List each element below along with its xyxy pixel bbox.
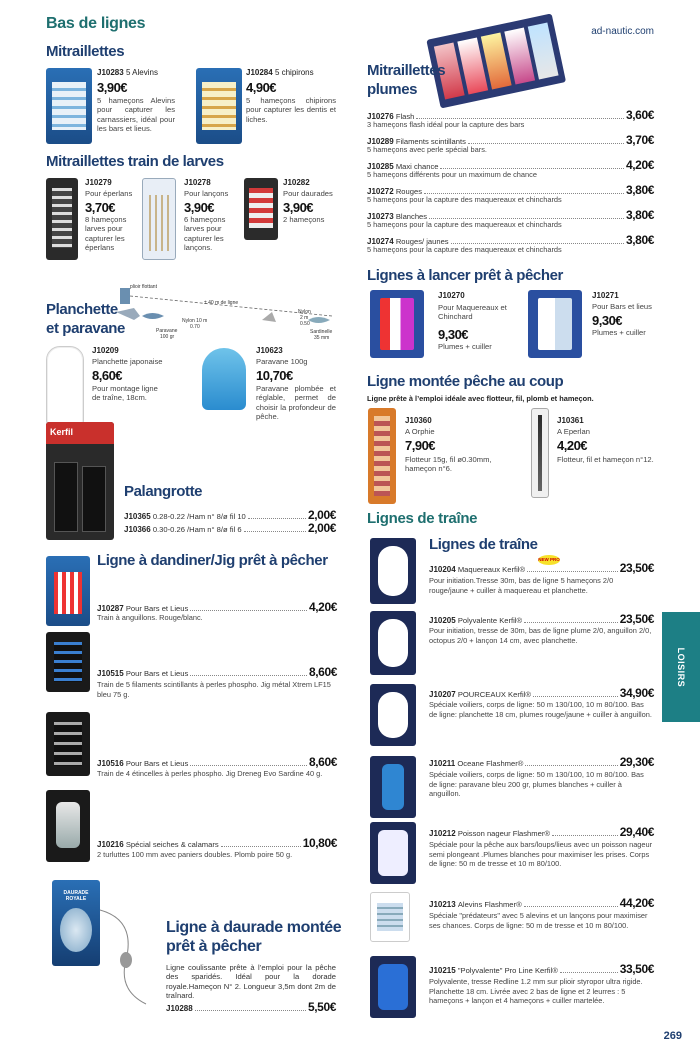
price: 44,20€ [619, 896, 654, 910]
name: "Polyvalente" Pro Line Kerfil® [457, 966, 558, 975]
name: Pour Bars et Lieus [125, 669, 189, 678]
name: Paravane 100g [256, 357, 308, 366]
section-title-train-larves: Mitraillettes train de larves [46, 153, 224, 170]
description: 5 hameçons pour la capture des maquereaux et chinchards [367, 195, 562, 204]
description: 6 hameçons larves pour capturer les lançons. [184, 215, 226, 253]
section-title-planchette-2: et paravane [46, 320, 125, 337]
description: 5 hameçons pour la capture des maquereaux et chinchards [367, 245, 562, 254]
lure-icon [262, 312, 276, 322]
name: A Eperlan [557, 427, 590, 436]
palangrotte-row [124, 521, 336, 535]
montee-eperlan-image [531, 408, 549, 498]
name: Flash [395, 112, 415, 121]
description: Train de 4 étincelles à perles phospho. Jig Dreneg Evo Sardine 40 g. [97, 769, 323, 778]
description: Pour initiation.Tresse 30m, bas de ligne 5 hameçons 2/0 rouge/jaune + cuiller à maquereau et planchette. [429, 576, 614, 595]
name: Oceane Flashmer® [457, 759, 524, 768]
side-tab[interactable] [662, 612, 700, 722]
code: J10215 [429, 966, 456, 975]
code: J10276 [367, 112, 394, 121]
name: 5 Alevins [125, 68, 158, 77]
description: Train à anguillons. Rouge/blanc. [97, 613, 203, 622]
section-title-plumes-2: plumes [367, 81, 418, 98]
montee-intro: Ligne prête à l’emploi idéale avec flotteur, fil, plomb et hameçon. [367, 394, 594, 403]
description: Spéciale "prédateurs" avec 5 alevins et un lançons pour maximiser ses chances. Corps de ligne: 50 m de tresse et 10 m 80/100. [429, 911, 648, 930]
mitraillette-alevins-image [46, 68, 92, 144]
name: Alevins Flashmer® [457, 900, 522, 909]
daurade-pack-image [52, 880, 100, 966]
dandiner-etincelles-image [46, 712, 90, 776]
code: J10207 [429, 690, 456, 699]
category-title: Bas de lignes [46, 15, 146, 32]
code: J10271 [592, 291, 619, 300]
code: J10366 [124, 525, 151, 534]
code: J10270 [438, 291, 465, 300]
description: Spéciale voiliers, corps de ligne: 50 m 130/100, 10 m 80/100. Bas de ligne: planchette 18 cm, plumes rouge/jaune + cuiller à anguillon. [429, 700, 652, 719]
larves-eperlans-image [46, 178, 78, 260]
daurade-row [166, 1000, 336, 1014]
paravane-image [202, 348, 246, 410]
description: Polyvalente, tresse Redline 1.2 mm sur plioir styropor ultra rigide. Planchette 18 cm. Livrée avec 2 bas de ligne et 2 leurres : 5 hameçons + lançon et 4 hameçons + cuiller martelée. [429, 977, 643, 1006]
price: 3,60€ [625, 108, 654, 122]
name: Rouges [395, 187, 423, 196]
name: 5 chipirons [274, 68, 314, 77]
price: 4,20€ [308, 600, 337, 614]
dandiner-seiches-image [46, 790, 90, 862]
montee-orphie-image [368, 408, 396, 504]
code: J10365 [124, 512, 151, 521]
website-url[interactable]: ad-nautic.com [591, 26, 654, 37]
name: Polyvalente Kerfil® [457, 616, 523, 625]
price: 3,70€ [625, 133, 654, 147]
name: Spécial seiches & calamars [125, 840, 219, 849]
diagram-paravane: Paravane [156, 328, 178, 334]
description: Pour initiation, tresse de 30m, bas de ligne plume 2/0, anguillon 2/0, octopus 2/0 + lançon 14 cm, avec planchette. [429, 626, 652, 645]
code: J10213 [429, 900, 456, 909]
price: 4,90€ [246, 80, 277, 95]
description: 5 hameçons avec perle spécial bars. [367, 145, 487, 154]
section-title-palangrotte: Palangrotte [124, 483, 203, 500]
section-title-daurade-1: Ligne à daurade montée [166, 919, 342, 936]
traine-proline-image [370, 956, 416, 1018]
description: Spéciale pour la pêche aux bars/loups/lieus avec un poisson nageur semi plongeant .Plumes blanches pour maximiser les prises. Corps de ligne: 50 m de tresse et 10 m 80/100. [429, 840, 653, 869]
price: 3,90€ [283, 200, 314, 215]
traine-row [429, 612, 654, 626]
name: Pour éperlans [85, 189, 133, 198]
code: J10283 [97, 68, 124, 77]
section-title-planchette-1: Planchette [46, 301, 118, 318]
name: A Orphie [405, 427, 435, 436]
description: 5 hameçons différents pour un maximum de chance [367, 170, 537, 179]
name: Pour Bars et Lieus [125, 759, 189, 768]
plioir-icon [120, 288, 130, 304]
price: 23,50€ [619, 612, 654, 626]
description: Plumes + cuiller [438, 342, 492, 351]
code: J10211 [429, 759, 456, 768]
desc: 0.28-0.22 /Ham n° 8/ø fil 10 [152, 512, 246, 521]
price: 3,70€ [85, 200, 116, 215]
section-title-plumes-1: Mitraillettes [367, 62, 446, 79]
name: Maxi chance [395, 162, 439, 171]
name: Pour lançons [184, 189, 229, 198]
category-traine: Lignes de traîne [367, 510, 478, 527]
traine-row [429, 686, 654, 700]
code: J10278 [184, 178, 211, 187]
description: 2 hameçons [283, 215, 325, 224]
price: 2,00€ [307, 521, 336, 535]
code: J10284 [246, 68, 273, 77]
section-title-dandiner: Ligne à dandiner/Jig prêt à pêcher [97, 552, 328, 569]
name: Pour Bars et lieus [592, 302, 652, 311]
code: J10515 [97, 669, 124, 678]
section-title-lancer: Lignes à lancer prêt à pêcher [367, 267, 563, 284]
name: Blanches [395, 212, 428, 221]
name: POURCEAUX Kerfil® [457, 690, 531, 699]
section-title-montee: Ligne montée pêche au coup [367, 373, 564, 390]
description: 5 hameçons chipirons pour capturer les dentis et liches. [246, 96, 336, 124]
palangrotte-brand: Kerfil [46, 422, 114, 444]
traine-row [429, 825, 654, 839]
traine-maquereaux-image [370, 538, 416, 604]
code: J10205 [429, 616, 456, 625]
section-title-daurade-2: prêt à pêcher [166, 938, 262, 955]
diagram-nylon-left: Nylon 10 m [182, 318, 208, 324]
code: J10212 [429, 829, 456, 838]
code: J10288 [166, 1004, 193, 1013]
mitraillette-chipirons-image [196, 68, 242, 144]
description: Flotteur 15g, fil ø0.30mm, hameçon n°6. [405, 455, 492, 474]
diagram-nylon-left-d: 0.70 [190, 324, 200, 330]
code: J10272 [367, 187, 394, 196]
lancer-maquereaux-image [370, 290, 424, 358]
price: 10,70€ [256, 368, 293, 383]
name: Pour Maquereaux et Chinchard [438, 303, 507, 322]
traine-row [429, 962, 654, 976]
code: J10273 [367, 212, 394, 221]
code: J10204 [429, 565, 456, 574]
code: J10209 [92, 346, 119, 355]
price: 4,20€ [625, 158, 654, 172]
description: 2 turluttes 100 mm avec paniers doubles. Plomb poire 50 g. [97, 850, 293, 859]
diagram-nylon-right-l: 2 m [300, 315, 309, 321]
larves-lancons-image [142, 178, 176, 260]
page-number: 269 [663, 1029, 682, 1042]
price: 10,80€ [302, 836, 337, 850]
diagram-float: plioir flottant [130, 284, 157, 290]
code: J10285 [367, 162, 394, 171]
traine-polyvalente-image [370, 611, 416, 675]
diagram-sardinelle-l: 35 mm [314, 335, 330, 341]
code: J10516 [97, 759, 124, 768]
daurade-pack-label: DAURADE ROYALE [63, 890, 89, 902]
description: Spéciale voiliers, corps de ligne: 50 m 130/100, 10 m 80/100. Bas de ligne: paravane bleu 200 gr, plumes blanches + cuiller à anguillon. [429, 770, 644, 799]
diagram-paravane-w: 100 gr [160, 334, 175, 340]
price: 2,00€ [307, 508, 336, 522]
description: 5 hameçons pour la capture des maquereaux et chinchards [367, 220, 562, 229]
price: 3,90€ [184, 200, 215, 215]
price: 3,80€ [625, 208, 654, 222]
price: 3,80€ [625, 233, 654, 247]
dandiner-row [97, 836, 337, 850]
planchette-image [46, 346, 84, 430]
diagram-nylon-right-d: 0.50 [300, 321, 310, 327]
description: Paravane plombée et réglable, permet de choisir la profondeur de pêche. [256, 384, 336, 422]
dandiner-anguillons-image [46, 556, 90, 626]
price: 3,90€ [97, 80, 128, 95]
price: 5,50€ [307, 1000, 336, 1014]
new-badge: NEW PRO [538, 555, 560, 565]
description: 8 hameçons larves pour capturer les éperlans [85, 215, 127, 253]
code: J10279 [85, 178, 112, 187]
price: 9,30€ [438, 327, 469, 342]
diagram-line: ± 40 m de ligne [204, 300, 239, 306]
price: 29,40€ [619, 825, 654, 839]
name: Pour Bars et Lieus [125, 604, 189, 613]
palangrotte-image [46, 422, 114, 540]
code: J10287 [97, 604, 124, 613]
diagram-nylon-right: Nylon [298, 309, 311, 315]
description: Train de 5 filaments scintillants à perles phospho. Jig métal Xtrem LF15 bleu 75 g. [97, 680, 331, 699]
name: Rouges/ jaunes [395, 237, 449, 246]
traine-row [429, 561, 654, 575]
price: 8,60€ [308, 665, 337, 679]
boat-fish-icon [116, 308, 140, 320]
code: J10274 [367, 237, 394, 246]
diagram-sardinelle: Sardinelle [310, 329, 333, 335]
code: J10289 [367, 137, 394, 146]
side-tab-label: LOISIRS [676, 647, 687, 687]
description: Flotteur, fil et hameçon n°12. [557, 455, 654, 464]
traine-oceane-image [370, 756, 416, 818]
price: 34,90€ [619, 686, 654, 700]
larves-daurades-image [244, 178, 278, 240]
price: 3,80€ [625, 183, 654, 197]
section-title-mitraillettes: Mitraillettes [46, 43, 125, 60]
traine-row [429, 755, 654, 769]
price: 8,60€ [92, 368, 123, 383]
description: Ligne coulissante prête à l’emploi pour la pêche des sparidés. Idéal pour la dorade royale.Hameçon N° 2. Longueur 3,5m dont 2m de traînard. [166, 963, 336, 1001]
price: 33,50€ [619, 962, 654, 976]
description: Pour montage ligne de traîne, 18cm. [92, 384, 158, 403]
name: Planchette japonaise [92, 357, 163, 366]
dandiner-row [97, 755, 337, 769]
dandiner-filaments-image [46, 632, 90, 692]
code: J10623 [256, 346, 283, 355]
traine-alevins-image [370, 892, 410, 942]
daurade-rig-icon [96, 900, 160, 1010]
code: J10361 [557, 416, 584, 425]
plumes-product-image [424, 4, 567, 117]
code: J10360 [405, 416, 432, 425]
code: J10282 [283, 178, 310, 187]
section-title-traine: Lignes de traîne [429, 536, 538, 553]
desc: 0.30-0.26 /Ham n° 8/ø fil 6 [152, 525, 242, 534]
price: 9,30€ [592, 313, 623, 328]
code: J10216 [97, 840, 124, 849]
lancer-bars-image [528, 290, 582, 358]
name: Pour daurades [283, 189, 333, 198]
price: 8,60€ [308, 755, 337, 769]
price: 23,50€ [619, 561, 654, 575]
traine-row [429, 896, 654, 910]
dandiner-row [97, 665, 337, 679]
sardinelle-icon [308, 317, 330, 323]
price: 7,90€ [405, 438, 436, 453]
name: Maquereaux Kerfil® [457, 565, 526, 574]
price: 4,20€ [557, 438, 588, 453]
price: 29,30€ [619, 755, 654, 769]
traine-pourceaux-image [370, 684, 416, 746]
name: Poisson nageur Flashmer® [457, 829, 550, 838]
description: Plumes + cuiller [592, 328, 646, 337]
name: Filaments scintillants [395, 137, 466, 146]
traine-nageur-image [370, 822, 416, 884]
description: 3 hameçons flash idéal pour la capture des bars [367, 120, 525, 129]
description: 5 hameçons Alevins pour capturer les carnassiers, idéal pour les bars et lieus. [97, 96, 175, 134]
paravane-icon [142, 313, 164, 319]
